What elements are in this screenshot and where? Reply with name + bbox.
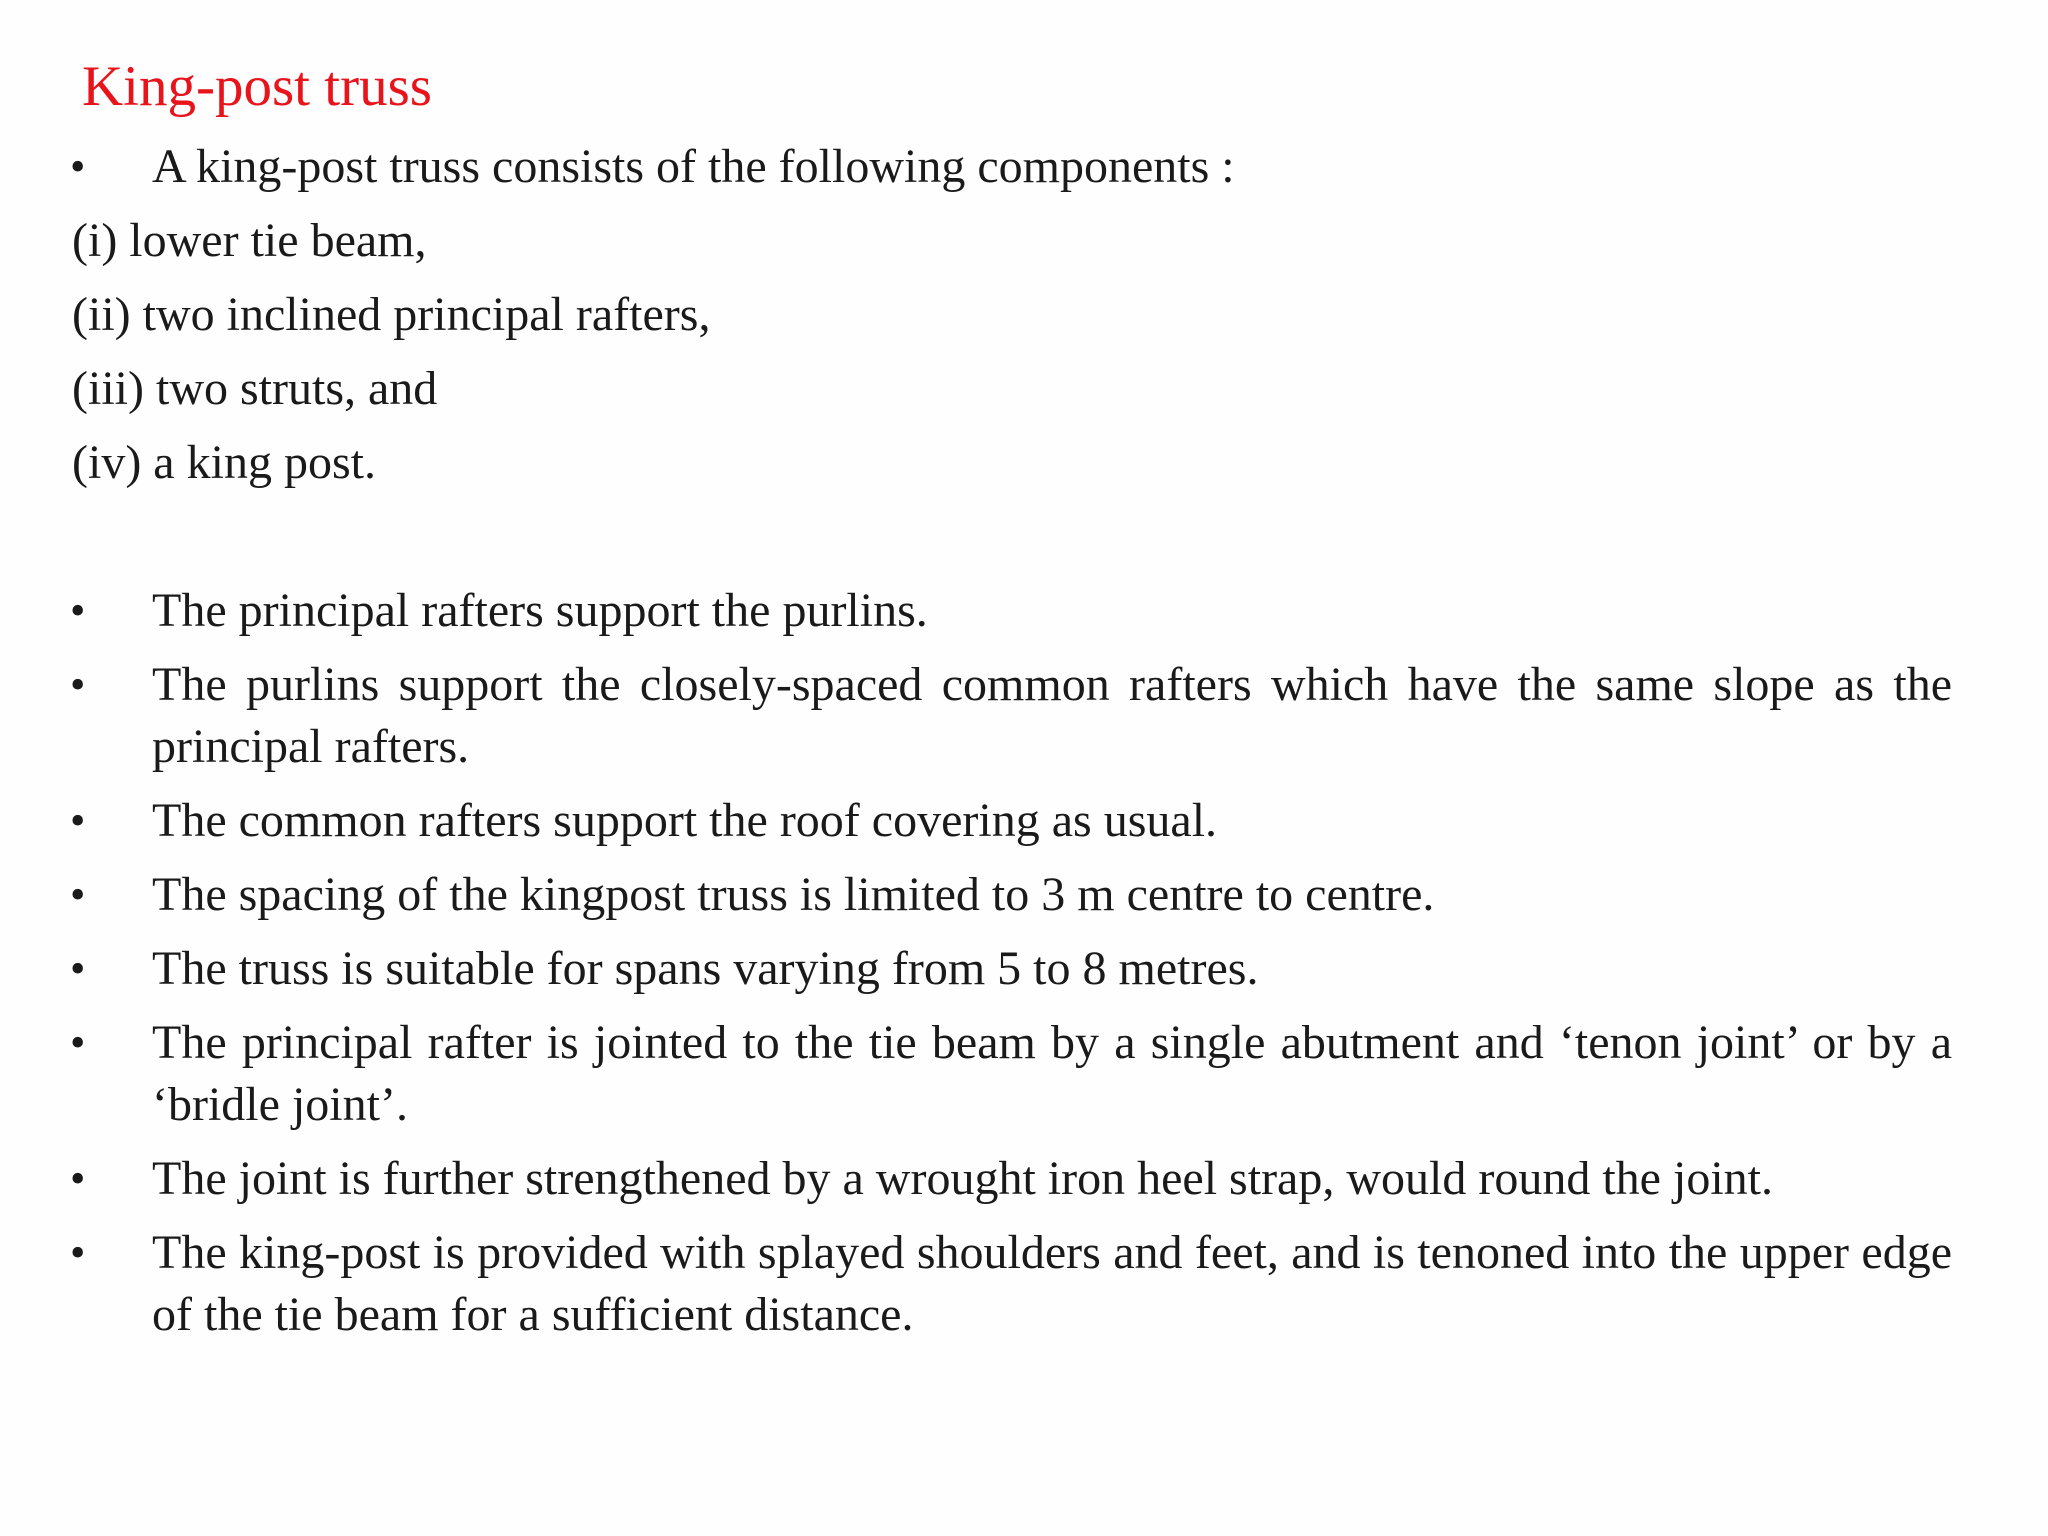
point-text: The principal rafters support the purlins. [152, 584, 928, 637]
point-text: The spacing of the kingpost truss is limited to 3 m centre to centre. [152, 868, 1435, 921]
component-item: (iv) a king post. [72, 436, 376, 489]
point-text: The principal rafter is jointed to the tie beam by a single abutment and ‘tenon joint’ or by a ‘bridle joint’. [152, 1016, 1952, 1131]
slide-title: King-post truss [82, 55, 432, 118]
point-text: The purlins support the closely-spaced common rafters which have the same slope as the principal rafters. [152, 658, 1952, 773]
point-text: The common rafters support the roof covering as usual. [152, 794, 1218, 847]
component-item: (i) lower tie beam, [72, 214, 427, 267]
point-text: The king-post is provided with splayed shoulders and feet, and is tenoned into the upper edge of the tie beam for a sufficient distance. [152, 1226, 1952, 1341]
bullet-icon: • [70, 944, 86, 993]
bullet-icon: • [70, 1154, 86, 1203]
component-item: (ii) two inclined principal rafters, [72, 288, 711, 341]
bullet-icon: • [70, 870, 86, 919]
bullet-icon: • [70, 1228, 86, 1277]
point-text: The joint is further strengthened by a wrought iron heel strap, would round the joint. [152, 1152, 1773, 1205]
component-item: (iii) two struts, and [72, 362, 438, 415]
intro-text: A king-post truss consists of the following components : [152, 140, 1235, 193]
bullet-icon: • [70, 660, 86, 709]
bullet-icon: • [70, 1018, 86, 1067]
bullet-icon: • [70, 142, 86, 191]
bullet-icon: • [70, 796, 86, 845]
bullet-icon: • [70, 586, 86, 635]
point-text: The truss is suitable for spans varying from 5 to 8 metres. [152, 942, 1259, 995]
